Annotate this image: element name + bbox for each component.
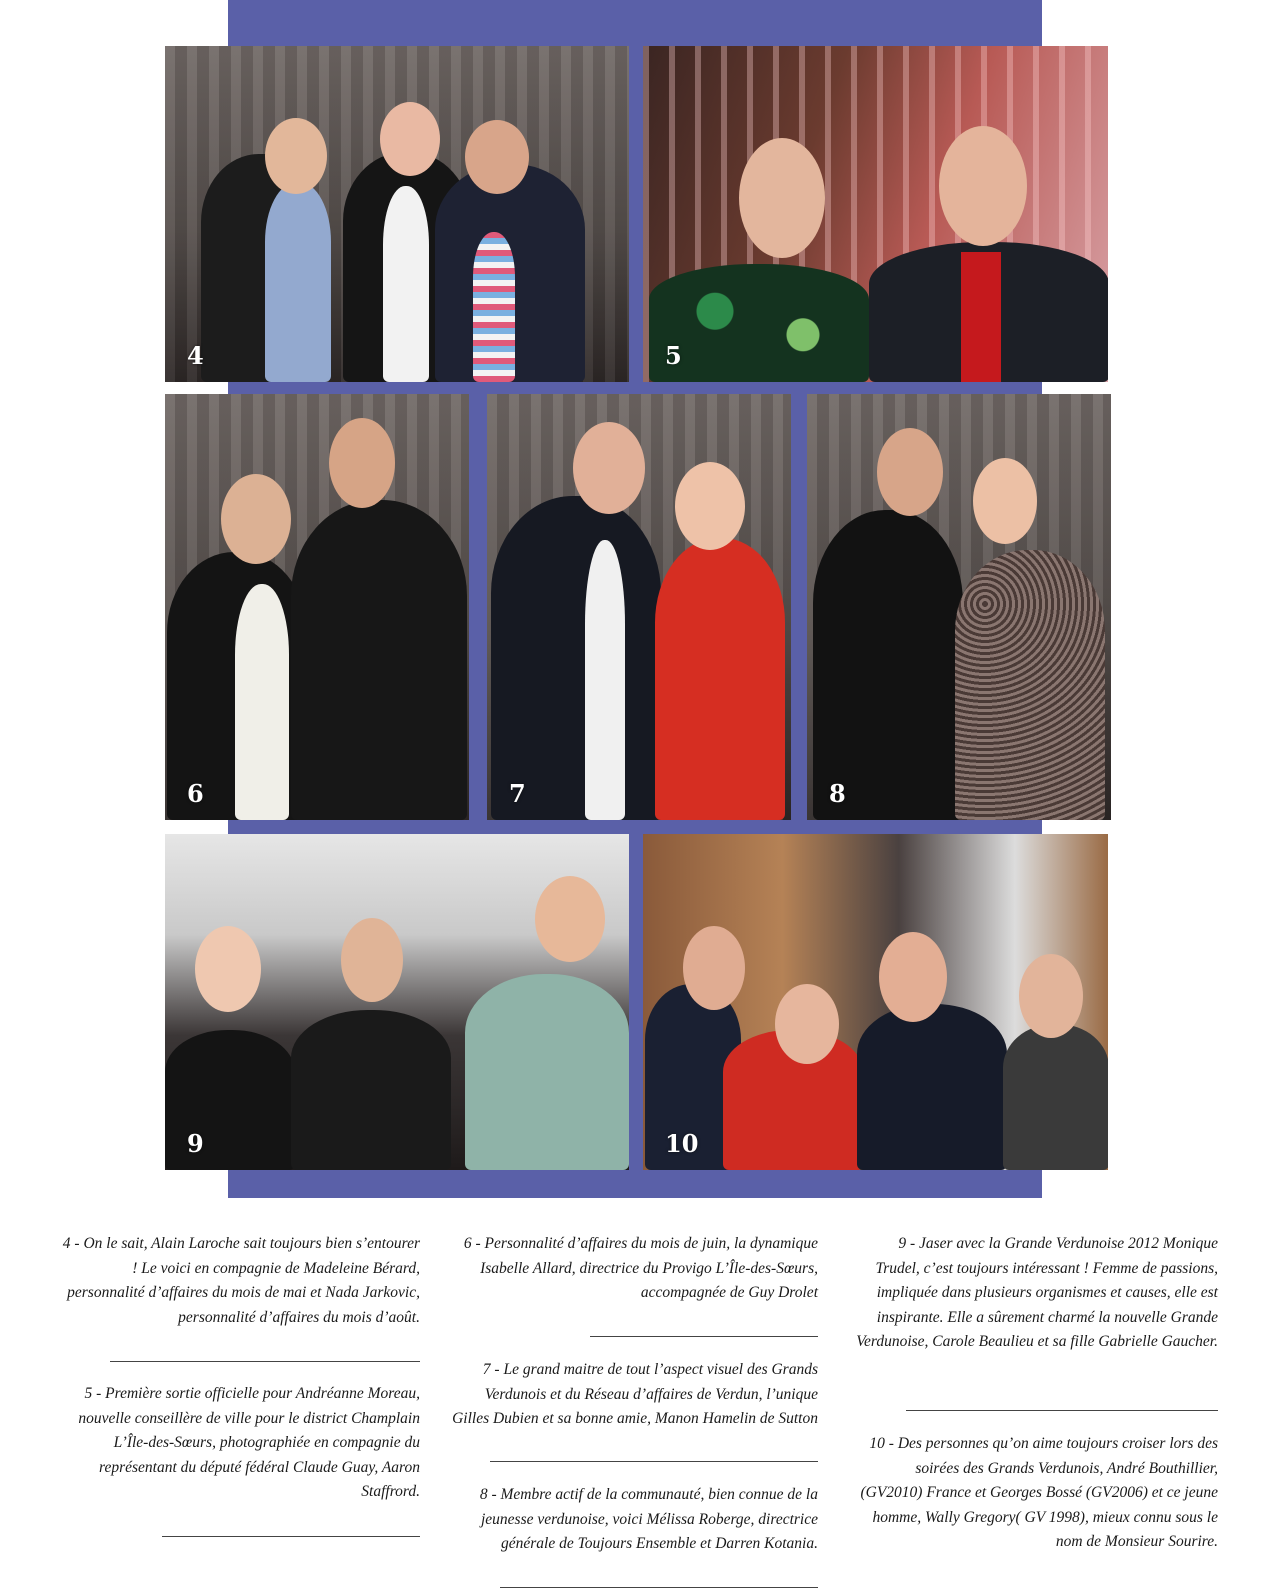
caption-8: 8 - Membre actif de la communauté, bien connue de la jeunesse verdunoise, voici Mélissa Roberge, directrice générale de Toujours Ensemble et Darren Kotania. [479, 1486, 818, 1552]
person-figure [265, 182, 331, 382]
person-head [683, 926, 745, 1010]
person-figure [655, 538, 785, 820]
person-head [1019, 954, 1083, 1038]
caption-rule [490, 1461, 818, 1462]
photo-number: 7 [509, 779, 526, 808]
caption-7: 7 - Le grand maitre de tout l’aspect visuel des Grands Verdunois et du Réseau d’affaires de Verdun, l’unique Gilles Dubien et sa bonne amie, Manon Hamelin de Sutton [452, 1361, 818, 1427]
caption-6: 6 - Personnalité d’affaires du mois de juin, la dynamique Isabelle Allard, directrice du Provigo L’Île-des-Sœurs, accompagnée de Guy Drolet [463, 1235, 818, 1301]
person-head [877, 428, 943, 516]
person-figure [585, 540, 625, 820]
caption-rule [110, 1361, 420, 1362]
person-head [973, 458, 1037, 544]
photo-9 [165, 834, 629, 1170]
person-figure [291, 1010, 451, 1170]
person-head [465, 120, 529, 194]
caption-5: 5 - Première sortie officielle pour Andréanne Moreau, nouvelle conseillère de ville pour le district Champlain L’Île-des-Sœurs, photographiée en compagnie du représentant du député fédéral Claude Guay, Aaron Staffrord. [78, 1385, 420, 1500]
caption-9: 9 - Jaser avec la Grande Verdunoise 2012 Monique Trudel, c’est toujours intéressant ! Femme de passions, impliquée dans plusieurs organismes et causes, elle est inspirante. Elle a sûrement charmé la nouvelle Grande Verdunoise, Carole Beaulieu et sa fille Gabrielle Gaucher. [856, 1235, 1218, 1350]
person-head [221, 474, 291, 564]
photo-number: 9 [187, 1129, 204, 1158]
person-figure [473, 232, 515, 382]
person-figure [465, 974, 629, 1170]
photo-8 [807, 394, 1111, 820]
person-head [879, 932, 947, 1022]
photo-5 [643, 46, 1108, 382]
person-figure [383, 186, 429, 382]
caption-rule [500, 1587, 818, 1588]
person-figure [291, 500, 467, 820]
person-head [380, 102, 440, 176]
caption-rule [162, 1536, 420, 1537]
caption-4: 4 - On le sait, Alain Laroche sait toujours bien s’entourer ! Le voici en compagnie de Madeleine Bérard, personnalité d’affaires du mois de mai et Nada Jarkovic, personnalité d’affaires du mois d’août. [62, 1235, 420, 1326]
blue-frame-top [228, 0, 1042, 48]
person-head [675, 462, 745, 550]
person-figure [955, 550, 1105, 820]
photo-4 [165, 46, 629, 382]
person-figure [961, 252, 1001, 382]
person-figure [649, 264, 869, 382]
photo-number: 4 [187, 341, 204, 370]
person-head [535, 876, 605, 962]
person-head [265, 118, 327, 194]
photo-7 [487, 394, 791, 820]
person-head [573, 422, 645, 514]
person-head [195, 926, 261, 1012]
person-figure [857, 1004, 1007, 1170]
caption-rule [906, 1410, 1218, 1411]
person-figure [165, 1030, 295, 1170]
person-figure [235, 584, 289, 820]
person-head [341, 918, 403, 1002]
caption-10: 10 - Des personnes qu’on aime toujours croiser lors des soirées des Grands Verdunois, André Bouthillier, (GV2010) France et Georges Bossé (GV2006) et ce jeune homme, Wally Gregory( GV 1998), mieux connu sous le nom de Monsieur Sourire. [860, 1435, 1218, 1550]
person-head [939, 126, 1027, 246]
person-head [775, 984, 839, 1064]
photo-number: 8 [829, 779, 846, 808]
photo-10 [643, 834, 1108, 1170]
person-head [329, 418, 395, 508]
person-head [739, 138, 825, 258]
person-figure [1003, 1024, 1108, 1170]
caption-rule [590, 1336, 818, 1337]
person-figure [491, 496, 661, 820]
photo-6 [165, 394, 469, 820]
photo-number: 5 [665, 341, 682, 370]
photo-number: 6 [187, 779, 204, 808]
person-figure [813, 510, 963, 820]
photo-number: 10 [665, 1129, 699, 1158]
